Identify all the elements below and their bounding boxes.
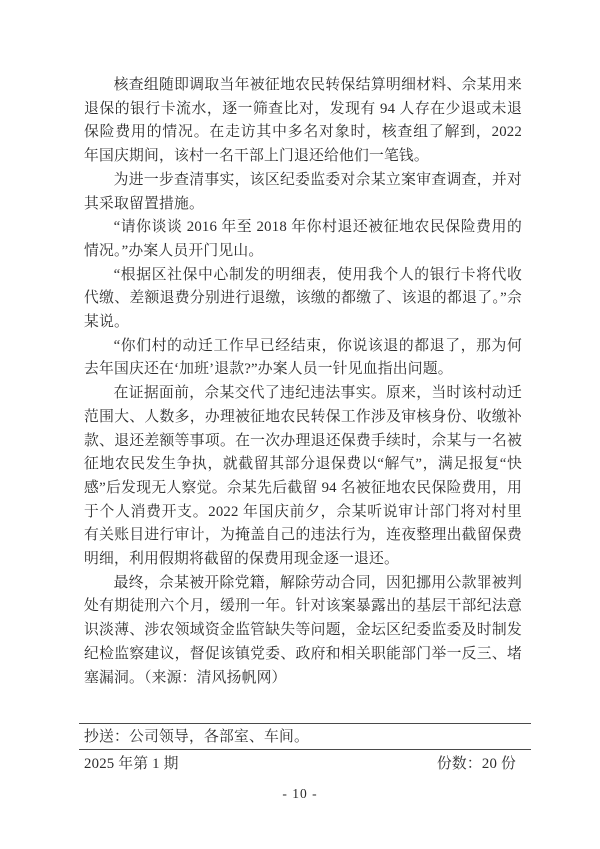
- paragraph-1: 核查组随即调取当年被征地农民转保结算明细材料、佘某用来退保的银行卡流水，逐一筛查比对，发现有 94 人存在少退或未退保险费用的情况。在走访其中多名对象时，核查组了解到，2022 年国庆期间，该村一名干部上门退还给他们一笔钱。: [84, 77, 522, 165]
- footer-separator-top: [79, 723, 531, 724]
- paragraph-4: “根据区社保中心制发的明细表，使用我个人的银行卡将代收代缴、差额退费分别进行退缴，该缴的都缴了、该退的都退了。”佘某说。: [84, 266, 522, 331]
- paragraph-6: 在证据面前，佘某交代了违纪违法事实。原来，当时该村动迁范围大、人数多，办理被征地农民转保工作涉及审核身份、收缴补款、退还差额等事项。在一次办理退还保费手续时，佘某与一名被征地农民发生争执，就截留其部分退保费以“解气”，满足报复“快感”后发现无人察觉。佘某先后截留 94 名被征地农民保险费用，用于个人消费开支。2022 年国庆前夕，佘某听说审计部门将对村里有关账目进行审计，为掩盖自己的违法行为，连夜整理出截留保费明细，利用假期将截留的保费用现金逐一退还。: [84, 385, 522, 568]
- paragraph-3: “请你谈谈 2016 年至 2018 年你村退还被征地农民保险费用的情况。”办案人员开门见山。: [84, 219, 522, 259]
- cc-line: 抄送：公司领导，各部室、车间。: [84, 729, 309, 745]
- issue-row: [84, 754, 516, 774]
- paragraph-7: 最终，佘某被开除党籍，解除劳动合同，因犯挪用公款罪被判处有期徒刑六个月，缓刑一年。针对该案暴露出的基层干部纪法意识淡薄、涉农领域资金监管缺失等问题，金坛区纪委监委及时制发纪检监察建议，督促该镇党委、政府和相关职能部门举一反三、堵塞漏洞。（来源：清风扬帆网）: [84, 574, 522, 686]
- paragraph-2: 为进一步查清事实，该区纪委监委对佘某立案审查调查，并对其采取留置措施。: [84, 171, 522, 212]
- page-number: - 10 -: [282, 786, 318, 801]
- issue-info: 2025 年第 1 期: [84, 756, 179, 772]
- footer-separator-bottom: [79, 749, 531, 750]
- paragraph-5: “你们村的动迁工作早已经结束，你说该退的都退了，那为何去年国庆还在‘加班’退款?”办案人员一针见血指出问题。: [84, 337, 522, 378]
- copies-info: 份数：20 份: [436, 756, 516, 772]
- document-body: [84, 74, 522, 690]
